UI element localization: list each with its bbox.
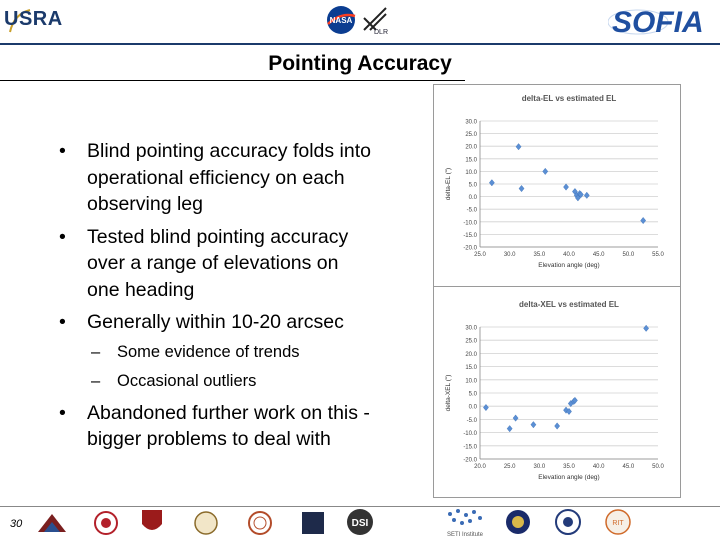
y-tick-label: 10.0 [465, 169, 477, 176]
bullet-line: bigger problems to deal with [87, 428, 331, 450]
x-axis-label: Elevation angle (deg) [538, 474, 600, 481]
bullet-symbol: • [59, 225, 66, 248]
x-tick-label: 50.0 [652, 464, 664, 470]
chart-divider [434, 286, 680, 287]
x-tick-label: 35.0 [563, 464, 575, 470]
partner-logo-2 [92, 510, 120, 536]
y-tick-label: 20.0 [465, 351, 477, 358]
dsi-logo-text: DSI [351, 518, 369, 529]
footer-rule [0, 506, 720, 507]
y-axis-label: delta-XEL (") [445, 374, 452, 412]
y-tick-label: 15.0 [465, 157, 477, 164]
sub-bullet-item [55, 338, 425, 367]
y-tick-label: -10.0 [463, 431, 477, 438]
x-tick-label: 30.0 [503, 252, 516, 258]
delta-xel-chart [434, 291, 680, 497]
slide-header [0, 0, 720, 48]
data-point [543, 168, 548, 174]
y-tick-label: 0.0 [468, 195, 477, 202]
nasa-logo-text: NASA [329, 16, 353, 25]
data-point [563, 184, 568, 190]
data-point [519, 185, 524, 191]
y-tick-label: -15.0 [463, 444, 477, 451]
sub-bullet-text: Some evidence of trends [117, 342, 300, 361]
bullet-symbol: • [59, 140, 66, 162]
x-tick-label: 25.0 [503, 464, 516, 470]
data-point [531, 421, 536, 427]
nasa-logo [325, 4, 357, 36]
delta-el-chart [434, 85, 680, 285]
y-tick-label: 10.0 [465, 378, 477, 385]
partner-logo-seal-2 [554, 508, 582, 536]
y-axis-label: delta-EL (") [445, 167, 452, 201]
data-point [641, 217, 646, 223]
partner-logo-1 [36, 510, 68, 536]
bullet-line: Generally within 10-20 arcsec [87, 311, 344, 333]
x-tick-label: 40.0 [592, 464, 605, 470]
x-tick-label: 45.0 [592, 252, 605, 258]
y-tick-label: 5.0 [468, 182, 477, 189]
x-tick-label: 20.0 [474, 464, 486, 470]
data-point [584, 192, 589, 198]
x-tick-label: 35.0 [533, 252, 546, 258]
y-tick-label: -5.0 [466, 207, 477, 214]
data-point [516, 144, 521, 150]
data-point [507, 425, 512, 431]
x-tick-label: 50.0 [622, 252, 635, 258]
y-tick-label: 30.0 [465, 119, 477, 126]
bullet-line: Tested blind pointing accuracy [87, 225, 349, 248]
x-tick-label: 40.0 [563, 252, 575, 258]
chart-title: delta-EL vs estimated EL [521, 94, 617, 103]
seti-logo-text: SETI Institute [446, 532, 484, 538]
title-underline [0, 80, 465, 81]
data-point [513, 415, 518, 421]
bullet-symbol: • [59, 311, 66, 333]
bullet-line: Blind pointing accuracy folds into [87, 140, 371, 162]
y-tick-label: 20.0 [465, 144, 477, 151]
partner-logo-5 [246, 510, 274, 536]
x-tick-label: 55.0 [652, 252, 664, 258]
bullet-line: one heading [87, 278, 195, 301]
header-rule [0, 43, 720, 45]
bullet-list [55, 138, 425, 459]
y-tick-label: 5.0 [468, 391, 477, 398]
partner-logo-4 [192, 510, 220, 536]
y-tick-label: -5.0 [466, 417, 477, 424]
bullet-symbol: • [59, 401, 66, 424]
x-axis-label: Elevation angle (deg) [538, 262, 600, 269]
page-title: Pointing Accuracy [268, 52, 452, 75]
x-tick-label: 25.0 [474, 252, 486, 258]
y-tick-label: 25.0 [465, 338, 477, 345]
x-tick-label: 45.0 [622, 464, 635, 470]
data-point [555, 423, 560, 429]
bullet-item [55, 400, 425, 453]
bullet-item [55, 309, 425, 336]
bullet-line: over a range of elevations on [87, 252, 339, 274]
y-tick-label: 30.0 [465, 325, 477, 332]
page-number: 30 [10, 518, 23, 530]
y-tick-label: -20.0 [463, 245, 477, 252]
bullet-line: Abandoned further work on this - [87, 401, 370, 424]
y-tick-label: -10.0 [463, 220, 477, 227]
partner-logo-3 [140, 508, 164, 536]
seti-logo [440, 506, 490, 538]
y-tick-label: 25.0 [465, 132, 477, 139]
data-point [489, 180, 494, 186]
dsi-logo [344, 508, 376, 536]
sub-bullet-text: Occasional outliers [117, 371, 257, 390]
usra-logo-text: USRA [4, 8, 63, 30]
y-tick-label: 0.0 [468, 404, 477, 411]
sub-bullet-item [55, 367, 425, 396]
bullet-item [55, 224, 425, 304]
y-tick-label: 15.0 [465, 365, 477, 372]
data-point [483, 404, 488, 410]
rit-logo [604, 508, 632, 536]
dlr-logo-text: DLR [374, 29, 389, 36]
sofia-logo-text: SOFIA [612, 6, 704, 39]
partner-logo-6 [300, 510, 326, 536]
chart-title: delta-XEL vs estimated EL [519, 300, 619, 309]
bullet-line: observing leg [87, 193, 203, 215]
partner-logo-seal-1 [504, 508, 532, 536]
bullet-line: operational efficiency on each [87, 166, 345, 189]
sub-bullet-symbol: – [91, 342, 101, 361]
y-tick-label: -20.0 [463, 457, 477, 464]
data-point [644, 325, 649, 331]
sub-bullet-symbol: – [91, 371, 101, 390]
sofia-logo [608, 2, 718, 42]
rit-logo-text: RIT [612, 520, 624, 527]
sub-bullet-list [55, 338, 425, 396]
y-tick-label: -15.0 [463, 232, 477, 239]
chart-panel [433, 84, 681, 498]
bullet-item [55, 138, 425, 218]
x-tick-label: 30.0 [533, 464, 546, 470]
